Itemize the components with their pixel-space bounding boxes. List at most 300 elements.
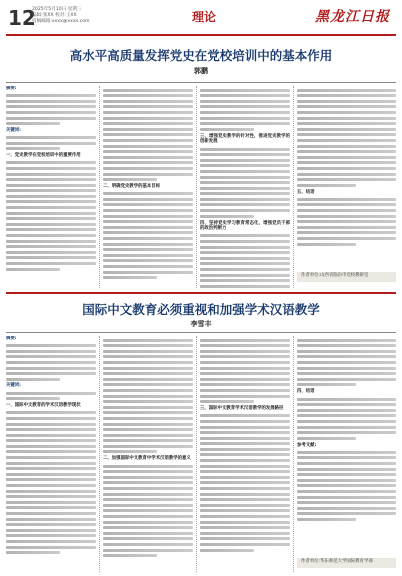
text-line xyxy=(200,117,290,120)
text-line xyxy=(297,501,396,504)
text-line xyxy=(6,100,96,103)
text-line xyxy=(103,470,193,473)
text-line xyxy=(6,456,96,459)
text-line xyxy=(103,350,193,353)
text-line xyxy=(103,509,193,512)
text-line xyxy=(297,378,396,381)
text-line xyxy=(103,237,193,240)
text-line xyxy=(6,450,96,453)
text-line xyxy=(297,456,396,459)
text-line xyxy=(297,184,356,187)
text-line xyxy=(6,240,96,243)
text-line xyxy=(103,271,193,274)
text-line xyxy=(6,546,96,549)
text-line xyxy=(200,262,290,265)
text-line xyxy=(200,420,290,423)
text-line xyxy=(200,89,290,92)
text-line xyxy=(6,105,96,108)
text-line xyxy=(6,251,96,254)
text-line xyxy=(200,383,290,386)
text-line xyxy=(200,279,290,282)
text-line xyxy=(6,223,96,226)
text-line xyxy=(297,462,396,465)
text-line xyxy=(297,89,396,92)
text-line xyxy=(200,442,290,445)
text-line xyxy=(200,111,290,114)
text-line xyxy=(103,445,193,448)
text-line xyxy=(103,532,193,535)
article1-headline: 高水平高质量发挥党史在党校培训中的基本作用 xyxy=(69,48,333,63)
article2-subhead-2: 二、加强国际中文教育中学术汉语教学的意义 xyxy=(103,456,191,462)
text-line xyxy=(297,473,396,476)
text-line xyxy=(200,350,290,353)
text-line xyxy=(297,344,396,347)
text-line xyxy=(103,411,193,414)
text-line xyxy=(297,231,396,234)
text-line xyxy=(6,122,60,125)
text-line xyxy=(103,504,193,507)
text-line xyxy=(6,529,96,532)
text-line xyxy=(297,128,396,131)
text-line xyxy=(200,498,290,501)
article2-headline: 国际中文教育必须重视和加强学术汉语教学 xyxy=(82,302,320,317)
text-line xyxy=(103,173,193,176)
text-line xyxy=(6,256,96,259)
text-line xyxy=(103,493,193,496)
text-line xyxy=(200,476,290,479)
text-line xyxy=(200,470,290,473)
text-line xyxy=(6,512,96,515)
text-line xyxy=(297,403,396,406)
text-line xyxy=(6,178,96,181)
text-line xyxy=(6,490,96,493)
text-line xyxy=(6,392,96,395)
text-line xyxy=(103,198,193,201)
text-line xyxy=(6,344,96,347)
column-divider xyxy=(99,336,100,572)
text-line xyxy=(103,378,193,381)
article2-subhead-1: 一、国际中文教育的学术汉语教学现状 xyxy=(6,403,81,409)
text-line xyxy=(200,203,290,206)
text-line xyxy=(103,521,193,524)
text-line xyxy=(6,355,96,358)
section-title: 理论 xyxy=(192,10,217,24)
text-line xyxy=(103,355,193,358)
text-line xyxy=(297,507,396,510)
text-line xyxy=(200,198,290,201)
text-line xyxy=(200,192,290,195)
text-line xyxy=(200,274,290,277)
masthead-rule xyxy=(6,34,396,36)
masthead xyxy=(6,4,396,34)
text-line xyxy=(200,209,290,212)
text-line xyxy=(6,467,96,470)
article2-keywords-label: 关键词: xyxy=(6,383,21,389)
text-line xyxy=(200,481,290,484)
text-line xyxy=(200,170,290,173)
text-line xyxy=(6,462,96,465)
column-divider xyxy=(196,336,197,572)
text-line xyxy=(6,173,96,176)
text-line xyxy=(6,417,96,420)
text-line xyxy=(103,133,193,136)
column-divider xyxy=(196,86,197,288)
text-line xyxy=(297,490,396,493)
article1-keywords-label: 关键词: xyxy=(6,127,21,133)
text-line xyxy=(6,361,96,364)
text-line xyxy=(103,515,193,518)
text-line xyxy=(200,493,290,496)
text-line xyxy=(200,181,290,184)
date-line: 2025年5月10日 星期三 xyxy=(32,7,82,12)
text-line xyxy=(6,397,60,400)
text-line xyxy=(200,257,290,260)
text-line xyxy=(6,434,96,437)
text-line xyxy=(297,431,396,434)
text-line xyxy=(297,100,396,103)
text-line xyxy=(200,122,290,125)
text-line xyxy=(297,518,356,521)
text-line xyxy=(200,543,290,546)
text-line xyxy=(297,161,396,164)
text-line xyxy=(103,423,193,426)
text-line xyxy=(297,139,396,142)
text-line xyxy=(103,450,157,453)
text-line xyxy=(6,217,96,220)
text-line xyxy=(200,215,254,218)
text-line xyxy=(103,339,193,342)
text-line xyxy=(103,145,193,148)
text-line xyxy=(200,521,290,524)
text-line xyxy=(297,437,356,440)
text-line xyxy=(297,426,396,429)
text-line xyxy=(297,383,356,386)
text-line xyxy=(297,414,396,417)
article1-subhead-1: 一、党史教学在党校培训中的重要作用 xyxy=(6,153,81,159)
article2-top-rule xyxy=(6,332,396,333)
text-line xyxy=(200,251,290,254)
text-line xyxy=(200,395,290,398)
text-line xyxy=(297,237,396,240)
text-line xyxy=(103,476,193,479)
text-line xyxy=(200,105,290,108)
text-line xyxy=(6,445,96,448)
text-line xyxy=(103,395,193,398)
text-line xyxy=(6,206,96,209)
text-line xyxy=(200,187,290,190)
text-line xyxy=(297,105,396,108)
text-line xyxy=(103,372,193,375)
text-line xyxy=(103,428,193,431)
text-line xyxy=(297,220,396,223)
text-line xyxy=(297,367,396,370)
text-line xyxy=(200,164,290,167)
text-line xyxy=(6,495,96,498)
text-line xyxy=(103,150,193,153)
text-line xyxy=(297,226,396,229)
text-line xyxy=(200,268,290,271)
article1-abstract-label: 摘要: xyxy=(6,86,17,91)
text-line xyxy=(103,167,193,170)
article1-subhead-5: 五、结语 xyxy=(297,189,315,195)
text-line xyxy=(6,234,96,237)
text-line xyxy=(200,128,254,131)
text-line xyxy=(297,150,396,153)
text-line xyxy=(200,372,290,375)
text-line xyxy=(6,200,96,203)
text-line xyxy=(103,254,193,257)
text-line xyxy=(200,361,290,364)
text-line xyxy=(200,426,290,429)
text-line xyxy=(103,89,193,92)
article2-subhead-5: 参考文献: xyxy=(297,442,317,448)
article1-subhead-2: 二、明确党史教学的基本目标 xyxy=(103,184,161,190)
text-line xyxy=(297,451,396,454)
text-line xyxy=(200,240,290,243)
text-line xyxy=(103,192,193,195)
article1-column-2 xyxy=(103,86,193,288)
text-line xyxy=(103,383,193,386)
text-line xyxy=(297,145,396,148)
text-line xyxy=(297,156,396,159)
text-line xyxy=(200,378,290,381)
text-line xyxy=(297,122,396,125)
text-line xyxy=(6,428,96,431)
text-line xyxy=(200,176,290,179)
text-line xyxy=(200,400,254,403)
text-line xyxy=(6,167,96,170)
text-line xyxy=(103,367,193,370)
text-line xyxy=(200,487,290,490)
text-line xyxy=(297,198,396,201)
text-line xyxy=(6,378,60,381)
text-line xyxy=(103,128,193,131)
text-line xyxy=(200,153,290,156)
text-line xyxy=(297,215,396,218)
text-line xyxy=(200,367,290,370)
text-line xyxy=(297,496,396,499)
article2-author: 李雪丰 xyxy=(190,320,212,328)
article2-column-4 xyxy=(297,336,396,554)
column-divider xyxy=(99,86,100,288)
text-line xyxy=(103,543,193,546)
text-line xyxy=(103,94,193,97)
text-line xyxy=(103,481,193,484)
text-line xyxy=(297,468,396,471)
text-line xyxy=(297,420,396,423)
text-line xyxy=(297,361,396,364)
text-line xyxy=(6,195,96,198)
text-line xyxy=(200,465,290,468)
text-line xyxy=(297,111,396,114)
text-line xyxy=(103,549,193,552)
text-line xyxy=(6,245,96,248)
text-line xyxy=(297,512,396,515)
text-line xyxy=(103,139,193,142)
text-line xyxy=(297,133,396,136)
text-line xyxy=(103,465,193,468)
editor-line: 编辑:张XX 校对:王XX xyxy=(32,13,77,18)
text-line xyxy=(6,262,96,265)
text-line xyxy=(103,439,193,442)
text-line xyxy=(103,554,157,557)
text-line xyxy=(103,117,193,120)
text-line xyxy=(6,473,96,476)
text-line xyxy=(103,243,193,246)
text-line xyxy=(6,501,96,504)
text-line xyxy=(103,498,193,501)
text-line xyxy=(103,226,193,229)
newspaper-logo: 黑龙江日报 xyxy=(315,9,390,25)
text-line xyxy=(103,276,157,279)
text-line xyxy=(103,111,193,114)
text-line xyxy=(297,178,396,181)
text-line xyxy=(297,339,396,342)
text-line xyxy=(297,167,396,170)
text-line xyxy=(297,479,396,482)
text-line xyxy=(297,243,356,246)
text-line xyxy=(297,94,396,97)
text-line xyxy=(200,532,290,535)
text-line xyxy=(200,437,290,440)
text-line xyxy=(103,417,193,420)
text-line xyxy=(6,142,96,145)
text-line xyxy=(6,117,96,120)
article1-column-1 xyxy=(6,86,96,288)
text-line xyxy=(6,136,96,139)
article1-subhead-4: 四、坚持党史学习教育常态化，增强党员干部的政治判断力 xyxy=(200,220,290,232)
text-line xyxy=(200,504,290,507)
article2-subhead-3: 三、国际中文教育学术汉语教学的发展路径 xyxy=(200,406,284,412)
text-line xyxy=(103,487,193,490)
text-line xyxy=(200,448,290,451)
article-divider xyxy=(6,292,396,294)
text-line xyxy=(297,409,396,412)
text-line xyxy=(6,478,96,481)
text-line xyxy=(200,148,290,151)
masthead-meta xyxy=(32,7,122,25)
text-line xyxy=(6,212,96,215)
text-line xyxy=(103,406,193,409)
article2-author-note: 作者单位:华东师范大学国际教育学部 xyxy=(297,558,396,568)
text-line xyxy=(200,234,290,237)
text-line xyxy=(200,285,290,288)
text-line xyxy=(6,268,60,271)
text-line xyxy=(6,189,96,192)
text-line xyxy=(6,184,96,187)
text-line xyxy=(200,509,290,512)
text-line xyxy=(103,161,193,164)
text-line xyxy=(103,203,193,206)
text-line xyxy=(297,484,396,487)
text-line xyxy=(6,551,60,554)
article2-abstract-label: 摘要: xyxy=(6,336,17,341)
text-line xyxy=(200,515,290,518)
text-line xyxy=(6,411,96,414)
text-line xyxy=(103,209,193,212)
text-line xyxy=(103,156,193,159)
text-line xyxy=(6,423,96,426)
text-line xyxy=(200,389,290,392)
text-line xyxy=(200,537,290,540)
article2-column-3 xyxy=(200,336,290,572)
article1-column-3 xyxy=(200,86,290,288)
text-line xyxy=(6,111,96,114)
article1-column-4 xyxy=(297,86,396,270)
text-line xyxy=(103,259,193,262)
text-line xyxy=(6,228,96,231)
text-line xyxy=(6,523,96,526)
text-line xyxy=(103,178,157,181)
text-line xyxy=(297,203,396,206)
text-line xyxy=(200,453,290,456)
article1-subhead-3: 三、增强党史教学的针对性，推进党史教学的创新发展 xyxy=(200,133,290,145)
text-line xyxy=(200,344,290,347)
text-line xyxy=(103,231,193,234)
text-line xyxy=(6,534,96,537)
text-line xyxy=(103,389,193,392)
text-line xyxy=(200,246,290,249)
text-line xyxy=(6,540,96,543)
text-line xyxy=(200,526,290,529)
text-line xyxy=(297,209,396,212)
text-line xyxy=(297,350,396,353)
text-line xyxy=(103,434,193,437)
email-line: 投稿邮箱:xxxx@xxxx.com xyxy=(32,19,90,24)
text-line xyxy=(200,100,290,103)
text-line xyxy=(200,355,290,358)
article1-top-rule xyxy=(6,82,396,83)
column-divider xyxy=(293,336,294,572)
article2-subhead-4: 四、结语 xyxy=(297,389,315,395)
article2-column-1 xyxy=(6,336,96,572)
text-line xyxy=(6,161,96,164)
text-line xyxy=(103,361,193,364)
text-line xyxy=(103,105,193,108)
text-line xyxy=(297,372,396,375)
text-line xyxy=(103,526,193,529)
text-line xyxy=(6,350,96,353)
text-line xyxy=(6,484,96,487)
text-line xyxy=(103,122,193,125)
text-line xyxy=(297,398,396,401)
text-line xyxy=(103,248,193,251)
text-line xyxy=(297,355,396,358)
text-line xyxy=(103,537,193,540)
text-line xyxy=(200,339,290,342)
text-line xyxy=(6,439,96,442)
text-line xyxy=(297,117,396,120)
text-line xyxy=(200,159,290,162)
text-line xyxy=(103,265,193,268)
text-line xyxy=(200,414,290,417)
text-line xyxy=(6,94,96,97)
text-line xyxy=(103,220,193,223)
article1-author: 郭鹏 xyxy=(194,67,208,75)
text-line xyxy=(103,344,193,347)
article1-author-note: 作者单位:山西省临汾市党校教研室 xyxy=(297,272,396,282)
column-divider xyxy=(293,86,294,288)
text-line xyxy=(200,549,254,552)
text-line xyxy=(6,506,96,509)
text-line xyxy=(297,173,396,176)
text-line xyxy=(6,147,60,150)
text-line xyxy=(6,518,96,521)
text-line xyxy=(103,215,193,218)
text-line xyxy=(200,94,290,97)
article2-column-2 xyxy=(103,336,193,572)
text-line xyxy=(200,459,290,462)
